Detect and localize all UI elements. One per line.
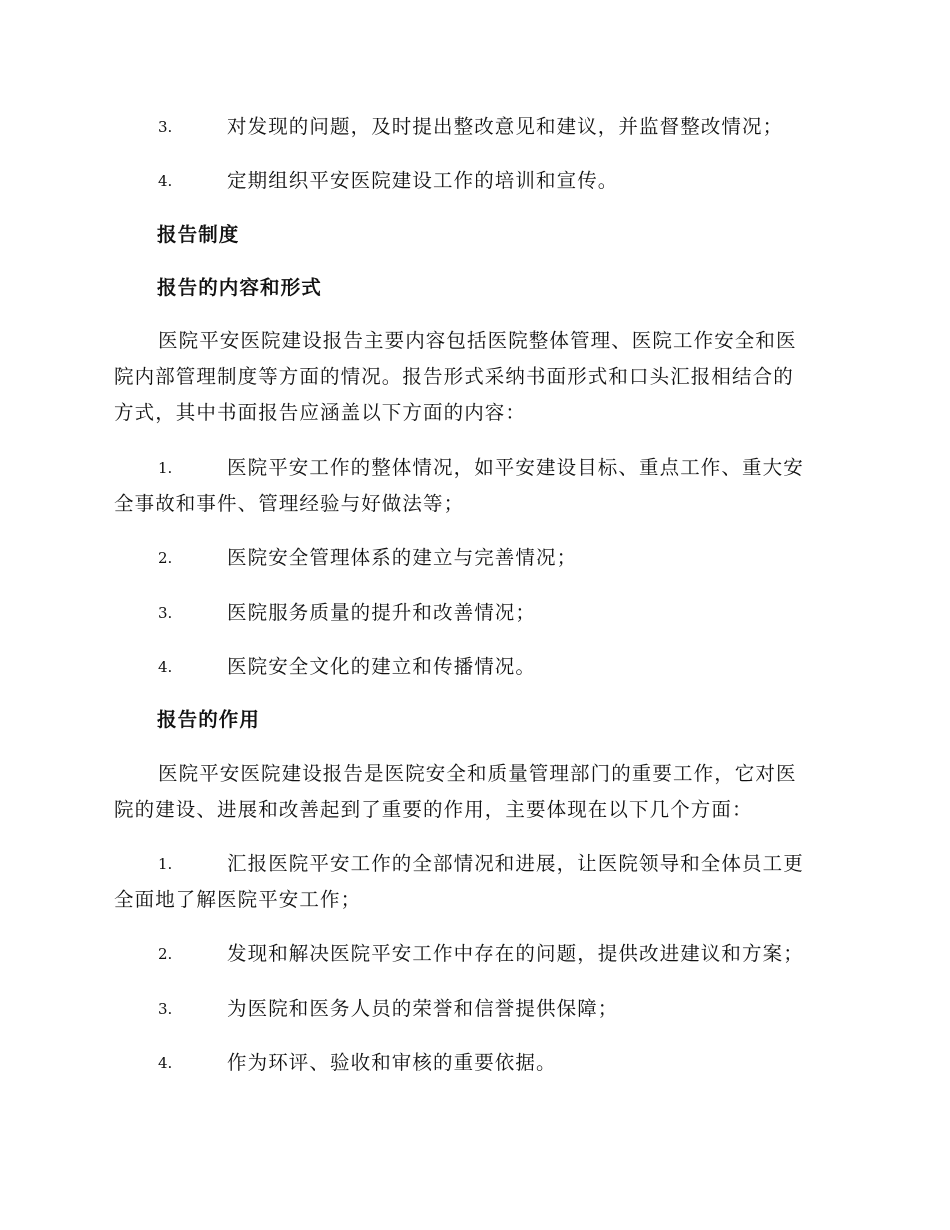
list-text-continued: 全事故和事件、管理经验与好做法等； bbox=[114, 492, 465, 515]
list-number: 1. bbox=[158, 855, 173, 873]
paragraph-line: 医院平安医院建设报告主要内容包括医院整体管理、医院工作安全和医 bbox=[158, 329, 797, 352]
list-text: 定期组织平安医院建设工作的培训和宣传。 bbox=[227, 169, 619, 192]
section-heading: 报告制度 bbox=[157, 223, 240, 246]
list-number: 4. bbox=[158, 658, 173, 676]
list-number: 4. bbox=[158, 172, 173, 190]
list-item bbox=[114, 649, 834, 685]
list-item bbox=[114, 936, 834, 972]
subsection-heading: 报告的内容和形式 bbox=[157, 276, 322, 299]
paragraph-line: 院的建设、进展和改善起到了重要的作用，主要体现在以下几个方面： bbox=[114, 798, 753, 821]
list-number: 1. bbox=[158, 459, 173, 477]
list-item bbox=[114, 450, 834, 522]
list-text: 为医院和医务人员的荣誉和信誉提供保障； bbox=[227, 997, 619, 1020]
list-text: 医院服务质量的提升和改善情况； bbox=[227, 601, 537, 624]
list-number: 3. bbox=[158, 118, 173, 136]
paragraph-line: 院内部管理制度等方面的情况。报告形式采纳书面形式和口头汇报相结合的 bbox=[114, 365, 794, 388]
paragraph bbox=[114, 756, 834, 828]
list-text: 对发现的问题，及时提出整改意见和建议，并监督整改情况； bbox=[227, 115, 784, 138]
paragraph-line: 方式，其中书面报告应涵盖以下方面的内容： bbox=[114, 401, 527, 424]
paragraph-line: 医院平安医院建设报告是医院安全和质量管理部门的重要工作，它对医 bbox=[158, 762, 797, 785]
list-item bbox=[114, 846, 834, 918]
list-text: 医院平安工作的整体情况，如平安建设目标、重点工作、重大安 bbox=[227, 456, 804, 479]
list-text: 作为环评、验收和审核的重要依据。 bbox=[227, 1051, 557, 1074]
paragraph bbox=[114, 323, 834, 431]
list-number: 2. bbox=[158, 945, 173, 963]
list-text: 医院安全文化的建立和传播情况。 bbox=[227, 655, 537, 678]
list-text-continued: 全面地了解医院平安工作； bbox=[114, 888, 362, 911]
list-item bbox=[114, 540, 834, 576]
list-item bbox=[114, 109, 834, 145]
list-text: 医院安全管理体系的建立与完善情况； bbox=[227, 546, 578, 569]
list-number: 4. bbox=[158, 1054, 173, 1072]
list-item bbox=[114, 991, 834, 1027]
list-text: 汇报医院平安工作的全部情况和进展，让医院领导和全体员工更 bbox=[227, 852, 804, 875]
list-number: 3. bbox=[158, 604, 173, 622]
list-number: 3. bbox=[158, 1000, 173, 1018]
list-item bbox=[114, 163, 834, 199]
list-item bbox=[114, 1045, 834, 1081]
list-text: 发现和解决医院平安工作中存在的问题，提供改进建议和方案； bbox=[227, 942, 804, 965]
list-number: 2. bbox=[158, 549, 173, 567]
list-item bbox=[114, 595, 834, 631]
subsection-heading: 报告的作用 bbox=[157, 708, 261, 731]
